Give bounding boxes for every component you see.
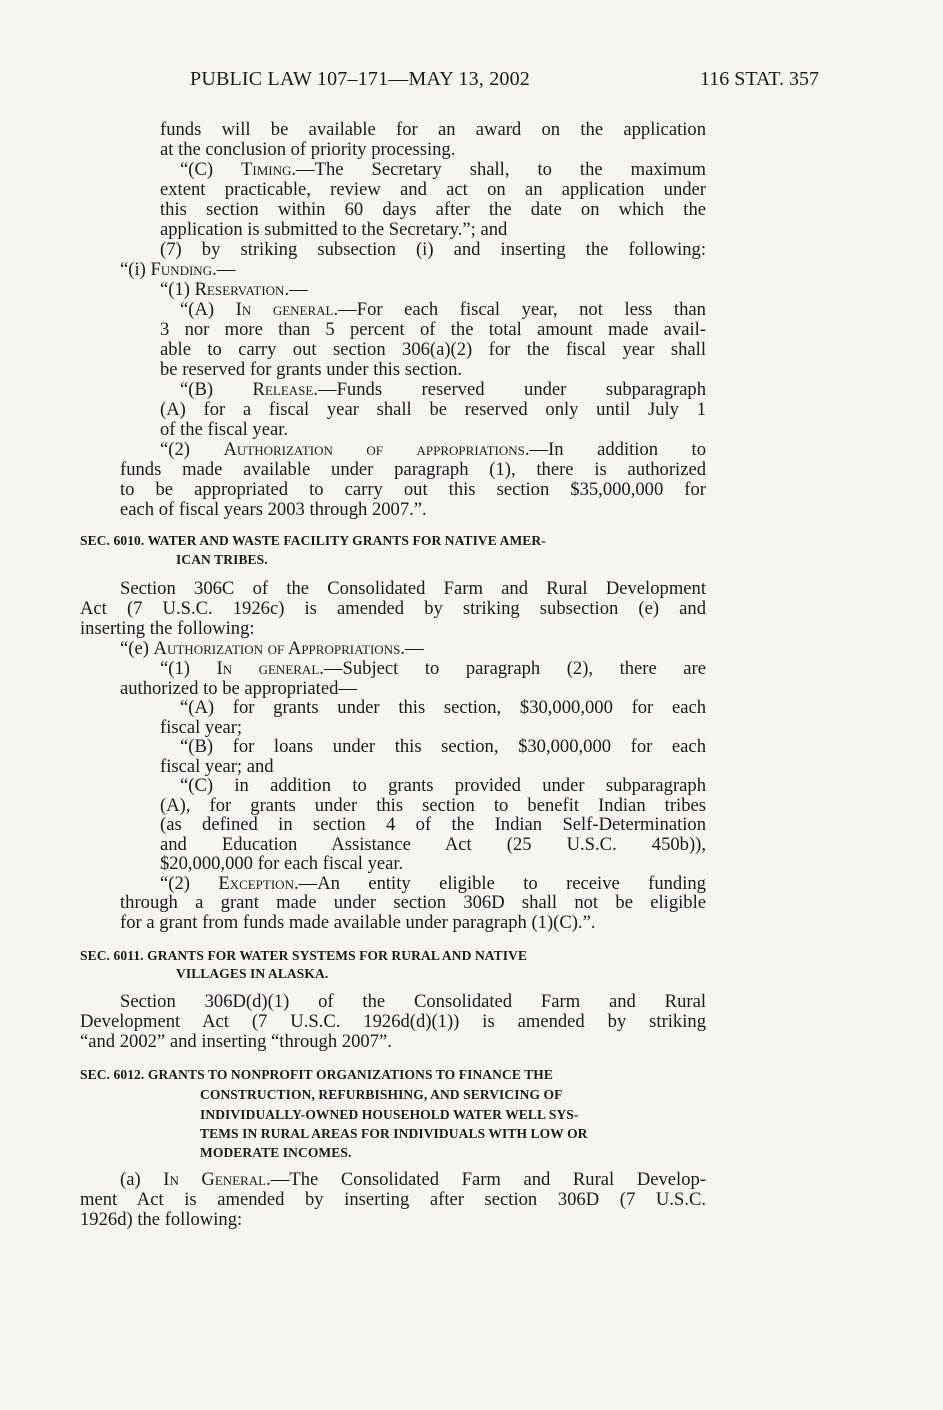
text-line: funds will be available for an award on the application xyxy=(160,119,706,140)
text-line: Development Act (7 U.S.C. 1926d(d)(1)) is amended by striking xyxy=(80,1011,706,1032)
heading-timing: Timing xyxy=(241,159,292,180)
section-heading-6010-cont: ICAN TRIBES. xyxy=(176,552,268,567)
text-line: “(B) Release.—Funds reserved under subparagraph xyxy=(180,379,707,400)
text-line: Section 306D(d)(1) of the Consolidated Farm and Rural xyxy=(120,991,706,1012)
section-heading-6012-cont: CONSTRUCTION, REFURBISHING, AND SERVICING OF xyxy=(200,1087,563,1102)
heading-in-general-a: In General xyxy=(163,1169,267,1190)
heading-reservation: Reservation xyxy=(194,279,285,300)
text-line: of the fiscal year. xyxy=(160,419,289,440)
heading-in-general: In general xyxy=(235,299,334,320)
text-line: $20,000,000 for each fiscal year. xyxy=(160,853,404,874)
text-line: (A) for a fiscal year shall be reserved only until July 1 xyxy=(160,399,706,420)
text-line: and Education Assistance Act (25 U.S.C. 450b)), xyxy=(160,834,706,855)
heading-authorization-e: Authorization of Appropriations xyxy=(153,638,401,659)
text-line: authorized to be appropriated— xyxy=(120,678,357,699)
running-header-stat: 116 STAT. 357 xyxy=(700,68,819,90)
text-line: ment Act is amended by inserting after section 306D (7 U.S.C. xyxy=(80,1189,706,1210)
section-heading-6011: SEC. 6011. GRANTS FOR WATER SYSTEMS FOR RURAL AND NATIVE xyxy=(80,948,528,963)
text-line: “(i) Funding.— xyxy=(120,259,236,280)
text-line: 1926d) the following: xyxy=(80,1209,243,1230)
heading-authorization: Authorization of appropriations xyxy=(223,439,525,460)
heading-exception: Exception xyxy=(218,873,294,894)
text-line: (A), for grants under this section to benefit Indian tribes xyxy=(160,795,706,816)
section-heading-6012-cont: INDIVIDUALLY-OWNED HOUSEHOLD WATER WELL SYS- xyxy=(200,1107,579,1122)
section-heading-6012-cont: TEMS IN RURAL AREAS FOR INDIVIDUALS WITH LOW OR xyxy=(200,1126,588,1141)
text-line: fiscal year; and xyxy=(160,756,274,777)
text-line: “(2) Authorization of appropriations.—In addition to xyxy=(160,439,706,460)
text-line: (a) In General.—The Consolidated Farm and Rural Develop- xyxy=(120,1169,706,1190)
text-line: at the conclusion of priority processing. xyxy=(160,139,456,160)
text-line: (as defined in section 4 of the Indian Self-Determination xyxy=(160,814,706,835)
text-line: able to carry out section 306(a)(2) for the fiscal year shall xyxy=(160,339,706,360)
text-line: “(1) Reservation.— xyxy=(160,279,308,300)
text-line: “(C) in addition to grants provided under subparagraph xyxy=(180,775,706,796)
text-line: Section 306C of the Consolidated Farm and Rural Development xyxy=(120,578,706,599)
text-line: “and 2002” and inserting “through 2007”. xyxy=(80,1031,392,1052)
text-line: 3 nor more than 5 percent of the total amount made avail- xyxy=(160,319,706,340)
text-line: to be appropriated to carry out this section $35,000,000 for xyxy=(120,479,706,500)
heading-in-general-e: In general xyxy=(216,658,320,679)
section-heading-6011-cont: VILLAGES IN ALASKA. xyxy=(176,966,329,981)
text-line: through a grant made under section 306D shall not be eligible xyxy=(120,892,706,913)
section-heading-6012: SEC. 6012. GRANTS TO NONPROFIT ORGANIZATIONS TO FINANCE THE xyxy=(80,1067,554,1082)
text-line: Act (7 U.S.C. 1926c) is amended by striking subsection (e) and xyxy=(80,598,706,619)
text-line: “(A) In general.—For each fiscal year, not less than xyxy=(180,299,706,320)
text-line: “(2) Exception.—An entity eligible to receive funding xyxy=(160,873,706,894)
text-line: be reserved for grants under this section. xyxy=(160,359,463,380)
text-line: “(1) In general.—Subject to paragraph (2), there are xyxy=(160,658,706,679)
running-header-title: PUBLIC LAW 107–171—MAY 13, 2002 xyxy=(190,68,530,90)
text-line: this section within 60 days after the date on which the xyxy=(160,199,706,220)
heading-funding: Funding xyxy=(150,259,213,280)
text-line: application is submitted to the Secretary.”; and xyxy=(160,219,508,240)
text-line: extent practicable, review and act on an application under xyxy=(160,179,706,200)
text-line: “(e) Authorization of Appropriations.— xyxy=(120,638,424,659)
text-line: funds made available under paragraph (1), there is authorized xyxy=(120,459,706,480)
text-line: (7) by striking subsection (i) and inserting the following: xyxy=(160,239,706,260)
section-heading-6012-cont: MODERATE INCOMES. xyxy=(200,1145,352,1160)
text-line: for a grant from funds made available under paragraph (1)(C).”. xyxy=(120,912,596,933)
section-heading-6010: SEC. 6010. WATER AND WASTE FACILITY GRANTS FOR NATIVE AMER- xyxy=(80,533,546,548)
text-line: “(A) for grants under this section, $30,000,000 for each xyxy=(180,697,706,718)
text-line: fiscal year; xyxy=(160,717,243,738)
text-line: each of fiscal years 2003 through 2007.”. xyxy=(120,499,427,520)
text-line: “(C) Timing.—The Secretary shall, to the maximum xyxy=(180,159,707,180)
text-line: “(B) for loans under this section, $30,000,000 for each xyxy=(180,736,706,757)
heading-release: Release xyxy=(252,379,314,400)
text-line: inserting the following: xyxy=(80,618,255,639)
